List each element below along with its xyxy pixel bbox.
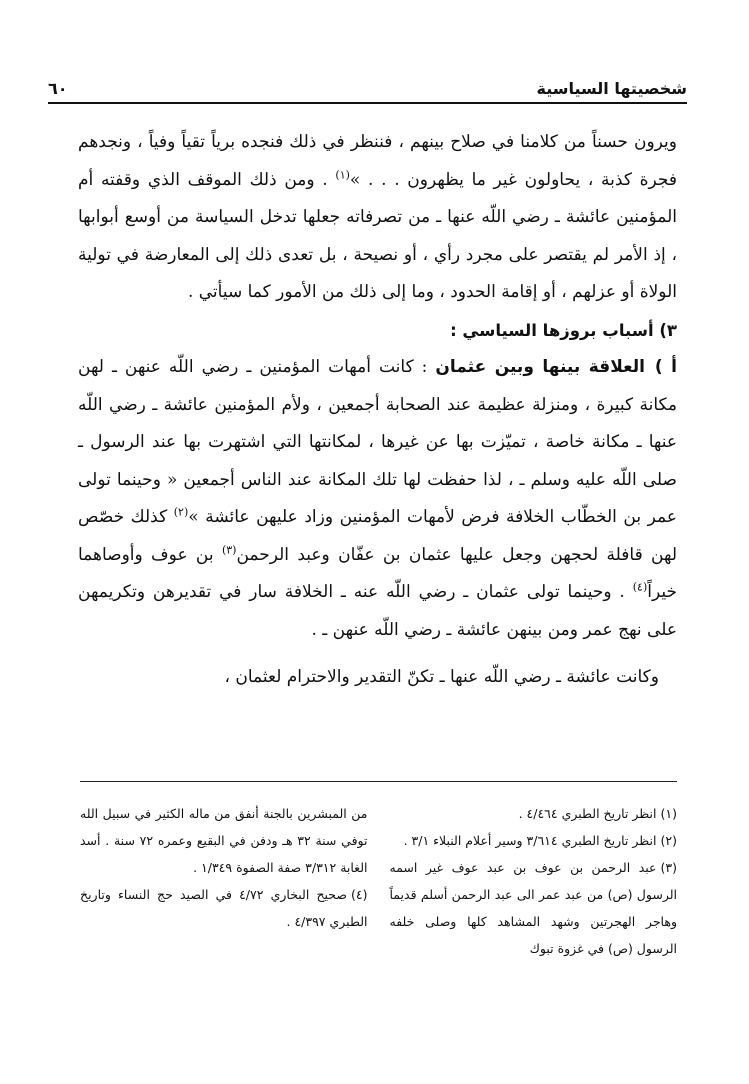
subsection-a	[78, 349, 677, 649]
footnote-text: انظر تاريخ الطبري ٣/٦١٤ وسير أعلام النبلاء ٣/١ .	[403, 833, 657, 848]
footnote-1	[390, 800, 678, 827]
footnote-text: صحيح البخاري ٤/٧٢ في الصيد حج النساء وتاريخ الطبري ٤/٣٩٧ .	[80, 887, 368, 929]
paragraph-1-text-a: ويرون حسناً من كلامنا في صلاح بينهم ، فننظر في ذلك فنجده برياً تقياً وفياً ، ونجدهم فجرة كذبة ، يحاولون غير ما يظهرون . . . »	[78, 132, 677, 190]
subsection-text-c: بن عوف وأوصاهما خيراً	[78, 544, 677, 602]
footnote-text: من المبشرين بالجنة أنفق من ماله الكثير في سبيل الله توفي سنة ٣٢ هـ ودفن في البقيع وعمره ٧٢ سنة . أسد الغابة ٣/٣١٢ صفة الصفوة ١/٣٤٩ .	[80, 806, 368, 875]
closing-line: وكانت عائشة ـ رضي اللّه عنها ـ تكنّ التقدير والاحترام لعثمان ،	[224, 667, 659, 687]
section-heading: ٣) أسباب بروزها السياسي :	[450, 320, 677, 340]
footnote-ref-3: (٣)	[221, 542, 237, 556]
footnote-number: (٣)	[660, 860, 677, 875]
footnote-text: عبد الرحمن بن عوف بن عبد عوف غير اسمه الرسول (ص) من عبد عمر الى عبد الرحمن أسلم قديماً وهاجر الهجرتين وشهد المشاهد كلها وصلى خلفه الرسول (ص) في غزوة تبوك	[389, 860, 677, 956]
footnote-number: (٢)	[660, 833, 677, 848]
footnote-ref-2: (٢)	[173, 505, 189, 519]
footnote-3	[390, 854, 678, 962]
footnote-4	[80, 881, 368, 935]
footnote-number: (٤)	[351, 887, 368, 902]
main-text	[78, 124, 677, 697]
subsection-lead: العلاقة بينها وبين عثمان	[435, 357, 645, 377]
subsection-text-a: : كانت أمهات المؤمنين ـ رضي اللّه عنهن ـ لهن مكانة كبيرة ، ومنزلة عظيمة عند الصحابة أجمعين ، ولأم المؤمنين عائشة ـ رضي اللّه عنها ـ مكانة خاصة ، تميّزت بها عن غيرها ، لمكانتها التي اشتهرت بها عند الرسول ـ صلى اللّه عليه وسلم ـ ، لذا حفظت لها تلك المكانة عند الناس أجمعين « وحينما تولى عمر بن الخطّاب الخلافة فرض لأمهات المؤمنين وزاد عليهن عائشة »	[78, 357, 677, 527]
footnote-2	[390, 827, 678, 854]
subsection-text-d: . وحينما تولى عثمان ـ رضي اللّه عنه ـ الخلافة سار في تقديرهن وتكريمهن على نهج عمر ومن بينهن عائشة ـ رضي اللّه عنهن ـ .	[78, 582, 677, 640]
footnotes	[80, 800, 677, 962]
footnote-3-continued	[80, 800, 368, 881]
footnote-number: (١)	[660, 806, 677, 821]
subsection-text-b: كذلك خصّص لهن قافلة لحجهن وجعل عليها عثمان بن عفّان وعبد الرحمن	[78, 507, 677, 565]
running-header	[48, 70, 687, 104]
page-number: ٦٠	[48, 79, 68, 98]
footnotes-left-column	[80, 800, 368, 962]
footnote-ref-4: (٤)	[632, 580, 648, 594]
footnote-divider	[80, 781, 677, 782]
running-title: شخصيتها السياسية	[536, 79, 687, 98]
footnote-text: انظر تاريخ الطبري ٤/٤٦٤ .	[518, 806, 657, 821]
footnote-ref-1: (١)	[335, 167, 350, 181]
paragraph-1-text-b: . ومن ذلك الموقف الذي وقفته أم المؤمنين عائشة ـ رضي اللّه عنها ـ من تصرفاته جعلها تدخل السياسة من أوسع أبوابها ، إذ الأمر لم يقتصر على مجرد رأي ، أو نصيحة ، بل تعدى ذلك إلى المعارضة في تولية الولاة أو عزلهم ، أو إقامة الحدود ، وما إلى ذلك من الأمور كما سيأتي .	[78, 169, 677, 302]
footnotes-right-column	[390, 800, 678, 962]
subsection-marker: أ )	[654, 357, 678, 377]
paragraph-1	[78, 124, 677, 312]
